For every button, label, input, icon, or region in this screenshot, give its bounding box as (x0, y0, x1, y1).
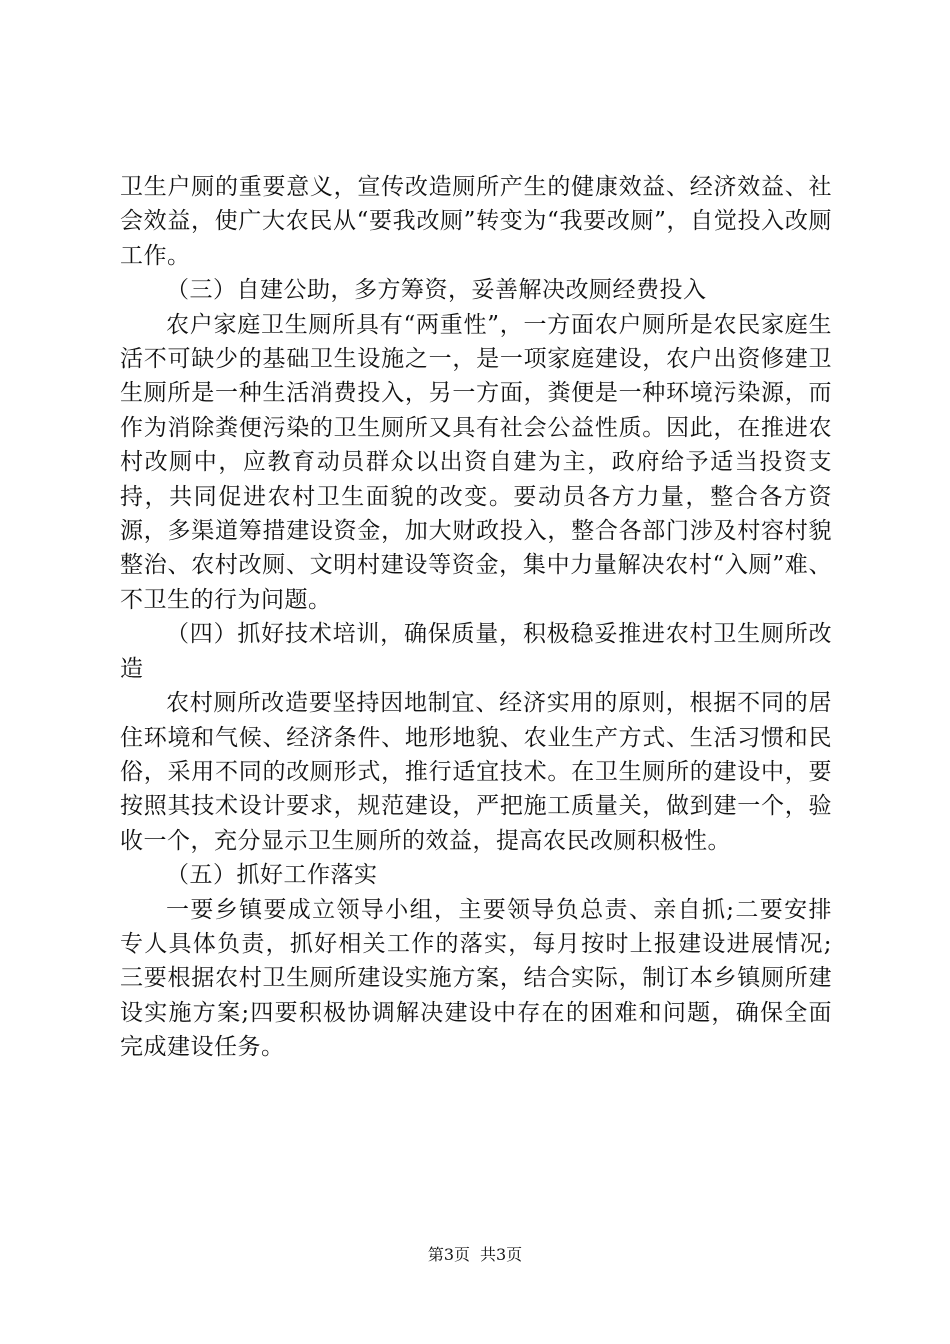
page-number: 第3页 (427, 1245, 470, 1264)
section-heading-five: （五）抓好工作落实 (166, 862, 378, 889)
section-heading-three: （三）自建公助，多方筹资，妥善解决改厕经费投入 (166, 277, 707, 304)
paragraph-funding: 农户家庭卫生厕所具有“两重性”，一方面农户厕所是农民家庭生活不可缺少的基础卫生设施之一，是一项家庭建设，农户出资修建卫生厕所是一种生活消费投入，另一方面，粪便是一种环境污染源，而作为消除粪便污染的卫生厕所又具有社会公益性质。因此，在推进农村改厕中，应教育动员群众以出资自建为主，政府给予适当投资支持，共同促进农村卫生面貌的改变。要动员各方力量，整合各方资源，多渠道筹措建设资金，加大财政投入，整合各部门涉及村容村貌整治、农村改厕、文明村建设等资金，集中力量解决农村“入厕”难、不卫生的行为问题。 (120, 311, 832, 613)
document-body (120, 170, 832, 1065)
page-total: 共3页 (480, 1245, 523, 1264)
page-footer (0, 1245, 950, 1265)
paragraph-continued-intro: 卫生户厕的重要意义，宣传改造厕所产生的健康效益、经济效益、社会效益，使广大农民从“要我改厕”转变为“我要改厕”，自觉投入改厕工作。 (120, 174, 832, 269)
paragraph-implementation: 一要乡镇要成立领导小组，主要领导负总责、亲自抓;二要安排专人具体负责，抓好相关工作的落实，每月按时上报建设进展情况;三要根据农村卫生厕所建设实施方案，结合实际，制订本乡镇厕所建设实施方案;四要积极协调解决建设中存在的困难和问题，确保全面完成建设任务。 (120, 896, 832, 1061)
paragraph-technical: 农村厕所改造要坚持因地制宜、经济实用的原则，根据不同的居住环境和气候、经济条件、地形地貌、农业生产方式、生活习惯和民俗，采用不同的改厕形式，推行适宜技术。在卫生厕所的建设中，要按照其技术设计要求，规范建设，严把施工质量关，做到建一个，验收一个，充分显示卫生厕所的效益，提高农民改厕积极性。 (120, 690, 832, 854)
section-heading-four: （四）抓好技术培训，确保质量，积极稳妥推进农村卫生厕所改造 (120, 621, 832, 682)
